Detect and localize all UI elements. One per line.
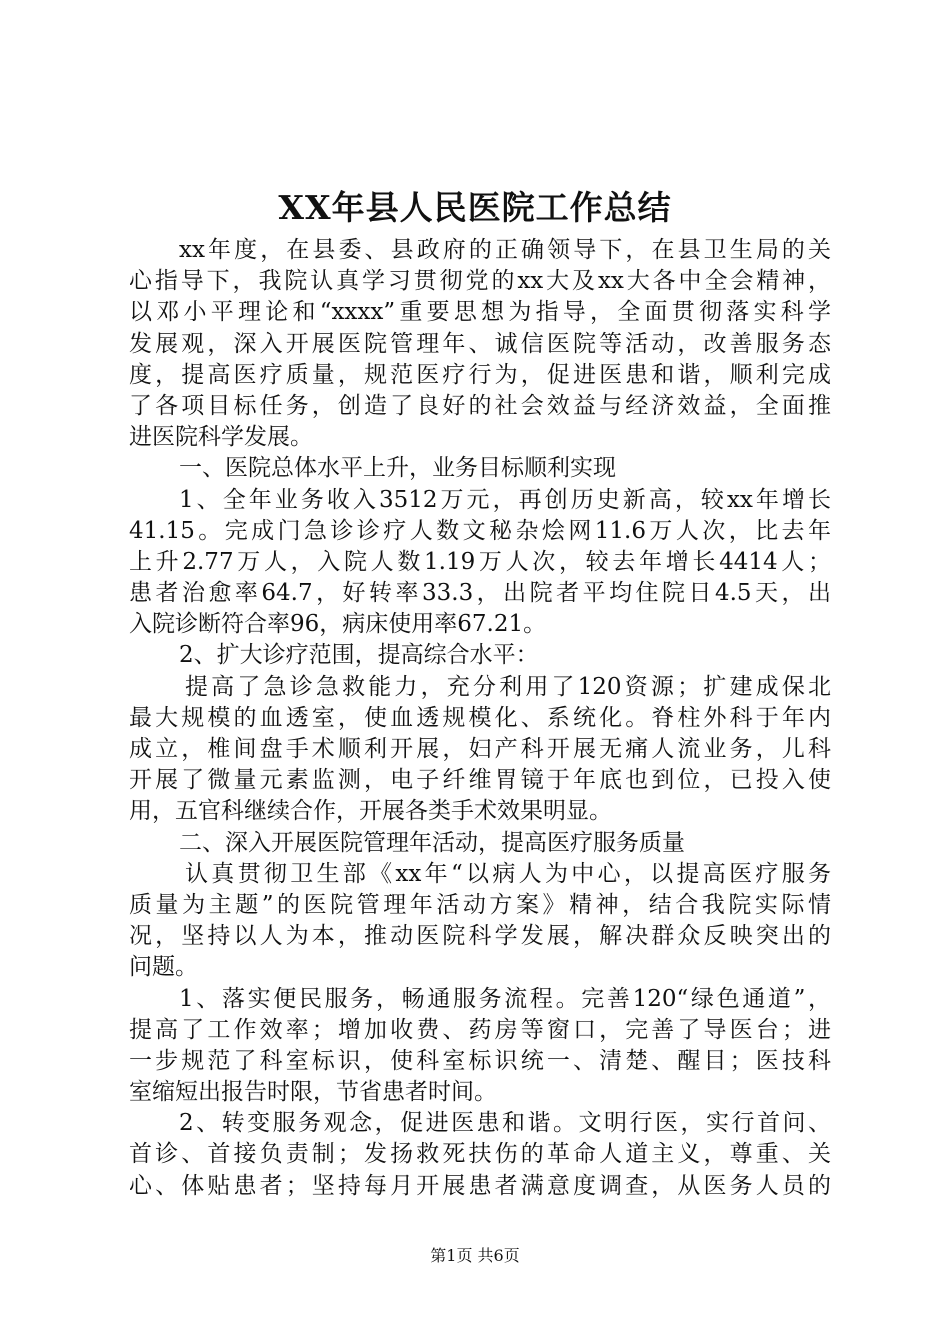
- text-line: 质量为主题”的医院管理年活动方案》精神，结合我院实际情: [129, 891, 831, 918]
- text-line: 2、转变服务观念，促进医患和谐。文明行医，实行首问、: [179, 1110, 831, 1137]
- text-line: 41.15。完成门急诊诊疗人数文秘杂烩网11.6万人次，比去年: [129, 517, 831, 544]
- text-line: 成立，椎间盘手术顺利开展，妇产科开展无痛人流业务，儿科: [129, 736, 831, 762]
- text-line: 上升2.77万人，入院人数1.19万人次，较去年增长4414人；: [129, 548, 831, 575]
- text-line: 提高了工作效率；增加收费、药房等窗口，完善了导医台；进: [129, 1016, 831, 1043]
- text-line: 况，坚持以人为本，推动医院科学发展，解决群众反映突出的: [129, 923, 831, 950]
- document-body: [129, 235, 831, 1202]
- text-line: 度，提高医疗质量，规范医疗行为，促进医患和谐，顺利完成: [129, 361, 831, 388]
- text-line: 开展了微量元素监测，电子纤维胃镜于年底也到位，已投入使: [129, 767, 831, 794]
- text-line: 提高了急诊急救能力，充分利用了120资源；扩建成保北: [185, 673, 831, 700]
- document-title: XX年县人民医院工作总结: [278, 188, 672, 227]
- text-line: 心指导下，我院认真学习贯彻党的xx大及xx大各中全会精神，: [129, 268, 831, 295]
- text-line: 一步规范了科室标识，使科室标识统一、清楚、醒目；医技科: [129, 1047, 831, 1074]
- text-line: 室缩短出报告时限，节省患者时间。: [129, 1079, 497, 1106]
- text-line: 了各项目标任务，创造了良好的社会效益与经济效益，全面推: [129, 392, 831, 419]
- text-line: 以邓小平理论和“xxxx”重要思想为指导，全面贯彻落实科学: [129, 299, 831, 326]
- subsection-heading: 2、扩大诊疗范围，提高综合水平：: [179, 642, 539, 669]
- text-line: 认真贯彻卫生部《xx年“以病人为中心，以提高医疗服务: [185, 860, 831, 887]
- section-heading: 二、深入开展医院管理年活动，提高医疗服务质量: [179, 829, 685, 856]
- section-heading: 一、医院总体水平上升，业务目标顺利实现: [179, 455, 616, 482]
- text-line: 1、落实便民服务，畅通服务流程。完善120“绿色通道”，: [179, 985, 831, 1012]
- text-line: 进医院科学发展。: [129, 424, 313, 451]
- text-line: 发展观，深入开展医院管理年、诚信医院等活动，改善服务态: [129, 330, 831, 357]
- text-line: 心、体贴患者；坚持每月开展患者满意度调查，从医务人员的: [129, 1172, 831, 1199]
- text-line: 入院诊断符合率96，病床使用率67.21。: [129, 611, 547, 638]
- text-line: 患者治愈率64.7，好转率33.3，出院者平均住院日4.5天，出: [129, 580, 831, 607]
- text-line: 1、全年业务收入3512万元，再创历史新高，较xx年增长: [179, 486, 831, 513]
- text-line: 最大规模的血透室，使血透规模化、系统化。脊柱外科于年内: [129, 704, 831, 731]
- text-line: 首诊、首接负责制；发扬救死扶伤的革命人道主义，尊重、关: [129, 1141, 831, 1168]
- text-line: xx年度，在县委、县政府的正确领导下，在县卫生局的关: [179, 237, 831, 263]
- text-line: 用，五官科继续合作，开展各类手术效果明显。: [129, 798, 612, 825]
- page-number: 第1页 共6页: [430, 1246, 520, 1265]
- text-line: 问题。: [129, 954, 198, 981]
